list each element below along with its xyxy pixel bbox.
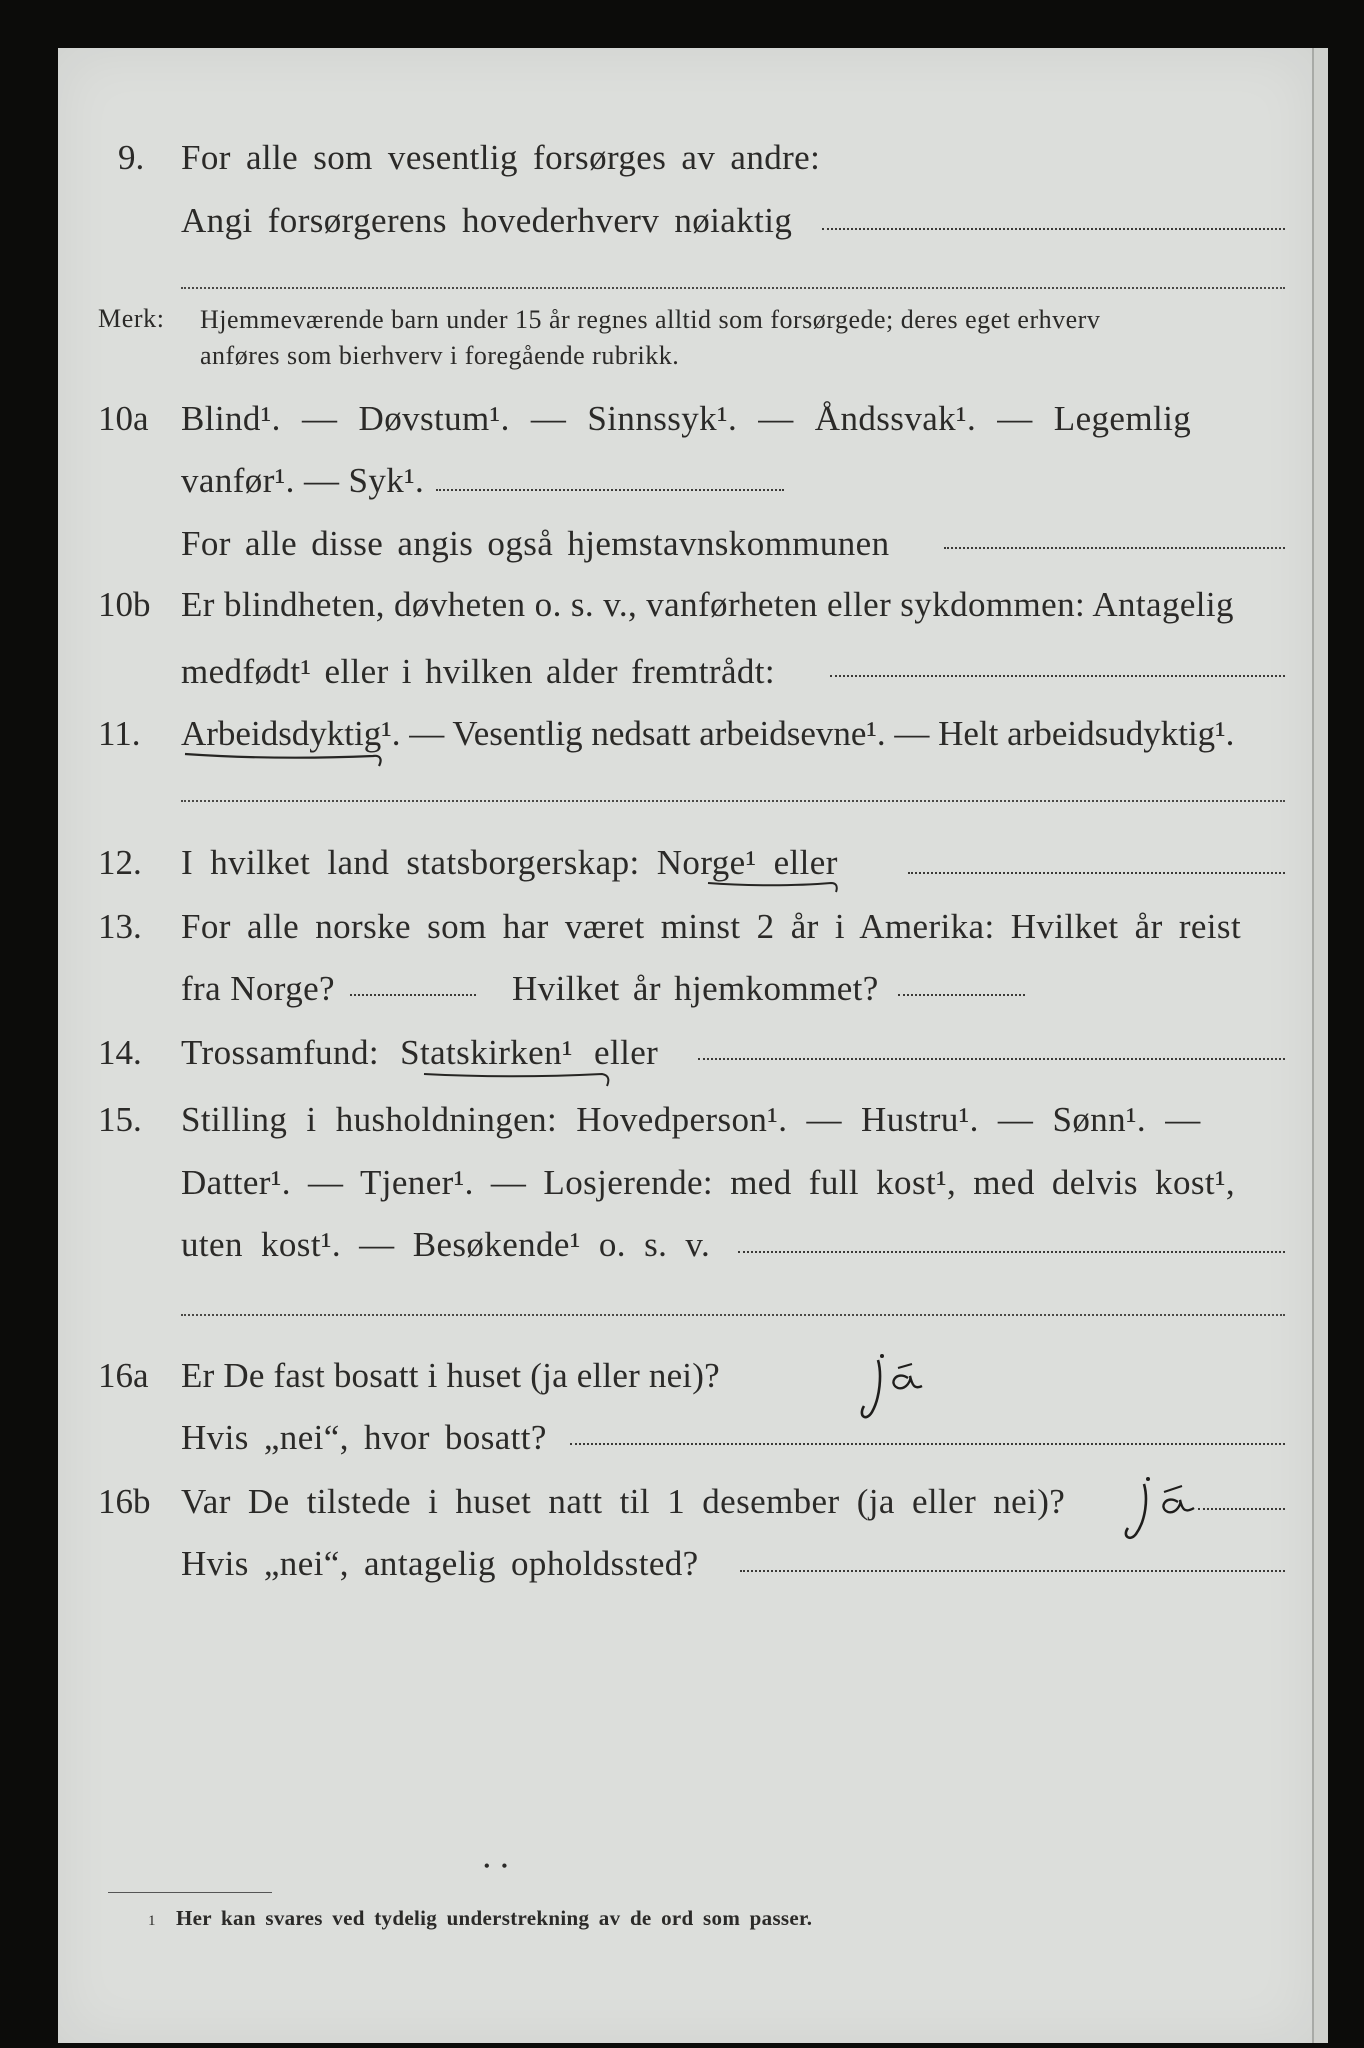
q13-line2b: Hvilket år hjemkommet? — [512, 969, 879, 1008]
q9-answer-line-2 — [181, 287, 1285, 289]
merk-label: Merk: — [98, 304, 165, 333]
q16a-number: 16a — [98, 1356, 149, 1395]
q15-number: 15. — [98, 1100, 142, 1139]
q15-answer-line-2 — [181, 1314, 1285, 1316]
q10a-syk-answer-line — [436, 489, 784, 491]
q16a-line1: Er De fast bosatt i huset (ja eller nei)? — [181, 1356, 720, 1395]
footnote-rule — [108, 1892, 272, 1893]
q10a-line2: vanfør¹. — Syk¹. — [181, 461, 425, 500]
q11-line1: Arbeidsdyktig¹. — Vesentlig nedsatt arbeidsevne¹. — Helt arbeidsudyktig¹. — [181, 714, 1235, 753]
q15-line2: Datter¹. — Tjener¹. — Losjerende: med full kost¹, med delvis kost¹, — [181, 1163, 1236, 1202]
q10b-line2: medfødt¹ eller i hvilken alder fremtrådt: — [181, 652, 776, 691]
q14-handwritten-underline — [422, 1068, 612, 1090]
q13-number: 13. — [98, 907, 142, 946]
q10a-hjemstavn-answer-line — [944, 547, 1285, 549]
q11-handwritten-underline — [183, 746, 393, 770]
q10a-line3: For alle disse angis også hjemstavnskommunen — [181, 524, 890, 563]
q11-number: 11. — [98, 714, 141, 753]
q16b-answer-glyph — [1108, 1472, 1218, 1552]
q9-line2: Angi forsørgerens hovederhverv nøiaktig — [181, 201, 793, 240]
q10b-line1: Er blindheten, døvheten o. s. v., vanførheten eller sykdommen: Antagelig — [181, 585, 1234, 624]
q12-answer-line — [908, 872, 1285, 874]
q10b-number: 10b — [98, 585, 151, 624]
q10a-line1: Blind¹. — Døvstum¹. — Sinnssyk¹. — Åndssvak¹. — Legemlig — [181, 399, 1192, 438]
q16b-opholdssted-answer-line — [740, 1570, 1285, 1572]
ink-specks: • • — [484, 1858, 512, 1875]
q15-answer-line — [738, 1251, 1285, 1253]
merk-line1: Hjemmeværende barn under 15 år regnes alltid som forsørgede; deres eget erhverv — [200, 305, 1101, 334]
q16b-handwritten-answer — [1108, 1472, 1218, 1557]
q16a-answer-glyph — [848, 1350, 948, 1430]
q16b-number: 16b — [98, 1482, 151, 1521]
q10b-answer-line — [830, 675, 1285, 677]
q9-answer-line — [822, 228, 1285, 230]
q14-line1: Trossamfund: Statskirken¹ eller — [181, 1033, 659, 1072]
q13-line2a: fra Norge? — [181, 969, 335, 1008]
merk-line2: anføres som bierhverv i foregående rubrikk. — [200, 341, 680, 370]
q11-answer-line — [181, 800, 1285, 802]
footnote-mark: 1 — [148, 1913, 156, 1929]
footnote-text: Her kan svares ved tydelig understrekning av de ord som passer. — [176, 1906, 813, 1930]
q9-line1: For alle som vesentlig forsørges av andre: — [181, 138, 821, 177]
q12-line1: I hvilket land statsborgerskap: Norge¹ eller — [181, 843, 838, 882]
q16a-answer-line — [570, 1443, 1285, 1445]
q9-number: 9. — [118, 138, 145, 177]
q10a-number: 10a — [98, 399, 149, 438]
q13-reist-answer-line — [350, 994, 476, 996]
q15-line3: uten kost¹. — Besøkende¹ o. s. v. — [181, 1225, 711, 1264]
q14-number: 14. — [98, 1033, 142, 1072]
q15-line1: Stilling i husholdningen: Hovedperson¹. — Hustru¹. — Sønn¹. — — [181, 1100, 1201, 1139]
q13-line1: For alle norske som har været minst 2 år i Amerika: Hvilket år reist — [181, 907, 1242, 946]
q16a-handwritten-answer — [848, 1350, 948, 1435]
q12-number: 12. — [98, 843, 142, 882]
q13-hjemkommet-answer-line — [898, 994, 1025, 996]
q16a-line2: Hvis „nei“, hvor bosatt? — [181, 1418, 547, 1457]
q16b-line2: Hvis „nei“, antagelig opholdssted? — [181, 1544, 699, 1583]
q16b-line1: Var De tilstede i huset natt til 1 desember (ja eller nei)? — [181, 1482, 1066, 1521]
q16b-answer-line — [1198, 1508, 1285, 1510]
q14-answer-line — [698, 1058, 1285, 1060]
q12-handwritten-underline — [706, 877, 846, 895]
